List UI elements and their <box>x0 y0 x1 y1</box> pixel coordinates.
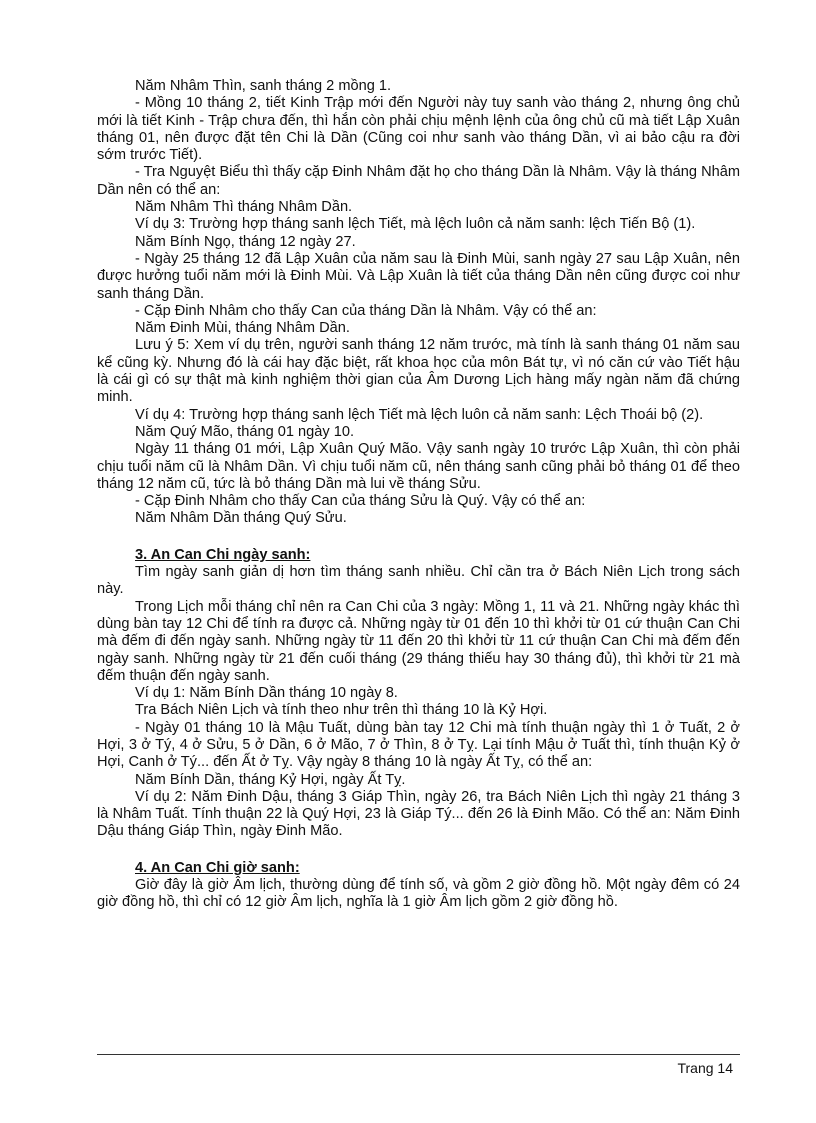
footer-divider <box>97 1054 740 1055</box>
paragraph: - Ngày 25 tháng 12 đã Lập Xuân của năm sau là Đinh Mùi, sanh ngày 27 sau Lập Xuân, nên được hưởng tuổi năm mới là Đinh Mùi. Và Lập Xuân là tiết của tháng Dần nên cũng được coi như sanh tháng Dần. <box>97 250 740 302</box>
paragraph: Năm Đinh Mùi, tháng Nhâm Dần. <box>135 320 350 337</box>
document-page <box>97 78 740 912</box>
paragraph: - Cặp Đinh Nhâm cho thấy Can của tháng Sửu là Quý. Vậy có thể an: <box>135 493 586 510</box>
paragraph: Năm Bính Dần, tháng Kỷ Hợi, ngày Ất Tỵ. <box>135 771 406 788</box>
spacer <box>97 841 740 860</box>
paragraph: Tìm ngày sanh giản dị hơn tìm tháng sanh nhiều. Chỉ cần tra ở Bách Niên Lịch trong sách này. <box>97 564 740 598</box>
paragraph: Ví dụ 4: Trường hợp tháng sanh lệch Tiết mà lệch luôn cả năm sanh: Lệch Thoái bộ (2). <box>135 406 704 423</box>
paragraph: Ví dụ 1: Năm Bính Dần tháng 10 ngày 8. <box>135 685 398 702</box>
paragraph: Năm Nhâm Thìn, sanh tháng 2 mồng 1. <box>135 78 392 94</box>
paragraph: - Cặp Đinh Nhâm cho thấy Can của tháng Dần là Nhâm. Vậy có thể an: <box>135 302 597 319</box>
paragraph: Lưu ý 5: Xem ví dụ trên, người sanh tháng 12 năm trước, mà tính là sanh tháng 01 năm sau kể cũng kỳ. Nhưng đó là cái hay đặc biệt, rất khoa học của môn Bát tự, vì nó căn cứ vào Tiết hậu là cái gì có sự thật mà kinh nghiệm thời gian của Âm Dương Lịch hàng mấy ngàn năm đã chứng minh. <box>97 337 740 406</box>
paragraph: Năm Nhâm Thì tháng Nhâm Dần. <box>135 199 353 216</box>
section-heading-3: 3. An Can Chi ngày sanh: <box>135 546 311 563</box>
paragraph: Năm Quý Mão, tháng 01 ngày 10. <box>135 423 355 440</box>
spacer <box>97 528 740 547</box>
paragraph: Ngày 11 tháng 01 mới, Lập Xuân Quý Mão. Vậy sanh ngày 10 trước Lập Xuân, thì còn phải chịu tuổi năm cũ là Nhâm Dần. Vì chịu tuổi năm cũ, nên tháng sanh cũng phải bỏ tháng 01 để theo tháng 12 năm cũ, tức là bỏ tháng Dần mà lui về tháng Sửu. <box>97 441 740 492</box>
page-number: Trang 14 <box>677 1060 733 1076</box>
paragraph: Ví dụ 3: Trường hợp tháng sanh lệch Tiết, mà lệch luôn cả năm sanh: lệch Tiến Bộ (1). <box>135 216 696 233</box>
paragraph: Ví dụ 2: Năm Đinh Dậu, tháng 3 Giáp Thìn, ngày 26, tra Bách Niên Lịch thì ngày 21 tháng 3 là Nhâm Tuất. Tính thuận 22 là Quý Hợi, 23 là Giáp Tý... đến 26 là Đinh Mão. Có thể an: Năm Đinh Dậu tháng Giáp Thìn, ngày Đinh Mão. <box>97 788 740 840</box>
paragraph: Tra Bách Niên Lịch và tính theo như trên thì tháng 10 là Kỷ Hợi. <box>135 702 548 719</box>
paragraph: - Tra Nguyệt Biểu thì thấy cặp Đinh Nhâm đặt họ cho tháng Dần là Nhâm. Vậy là tháng Nhâm Dần nên có thể an: <box>97 164 740 198</box>
paragraph: Năm Nhâm Dần tháng Quý Sửu. <box>135 510 347 527</box>
paragraph: Trong Lịch mỗi tháng chỉ nên ra Can Chi của 3 ngày: Mồng 1, 11 và 21. Những ngày khác thì dùng bàn tay 12 Chi để tính ra được cả. Những ngày từ 01 đến 10 thì khởi từ 01 cứ thuận Can Chi mà đếm đi đến ngày sanh. Những ngày từ 11 đến 20 thì khởi từ 11 cứ thuận Can Chi mà đếm đến ngày sanh. Những ngày từ 21 đến cuối tháng (29 tháng thiếu hay 30 tháng đủ), thì khởi từ 21 mà đếm thuận đến ngày sanh. <box>97 598 740 684</box>
section-heading-4: 4. An Can Chi giờ sanh: <box>135 859 300 876</box>
paragraph: Năm Bính Ngọ, tháng 12 ngày 27. <box>135 233 356 250</box>
paragraph: - Ngày 01 tháng 10 là Mậu Tuất, dùng bàn tay 12 Chi mà tính thuận ngày thì 1 ở Tuất, 2 ở Hợi, 3 ở Tý, 4 ở Sửu, 5 ở Dần, 6 ở Mão, 7 ở Thìn, 8 ở Tỵ. Lại tính Mậu ở Tuất thì, tính thuận Kỷ ở Hợi, Canh ở Tý... đến Ất ở Tỵ. Vậy ngày 8 tháng 10 là ngày Ất Tỵ, có thể an: <box>97 719 740 771</box>
paragraph: - Mồng 10 tháng 2, tiết Kinh Trập mới đến Người này tuy sanh vào tháng 2, nhưng ông chủ mới là tiết Kinh - Trập chưa đến, thì hắn còn phải chịu mệnh lệnh của ông chủ cũ mà tiết Lập Xuân tháng 01, nên được đặt tên Chi là Dần (Cũng coi như sanh vào tháng Dần, vì ai bảo cậu ra đời sớm trước Tiết). <box>97 95 740 164</box>
paragraph: Giờ đây là giờ Âm lịch, thường dùng để tính số, và gồm 2 giờ đồng hồ. Một ngày đêm có 24 giờ đồng hồ, thì chỉ có 12 giờ Âm lịch, nghĩa là 1 giờ Âm lịch gồm 2 giờ đồng hồ. <box>97 877 740 911</box>
